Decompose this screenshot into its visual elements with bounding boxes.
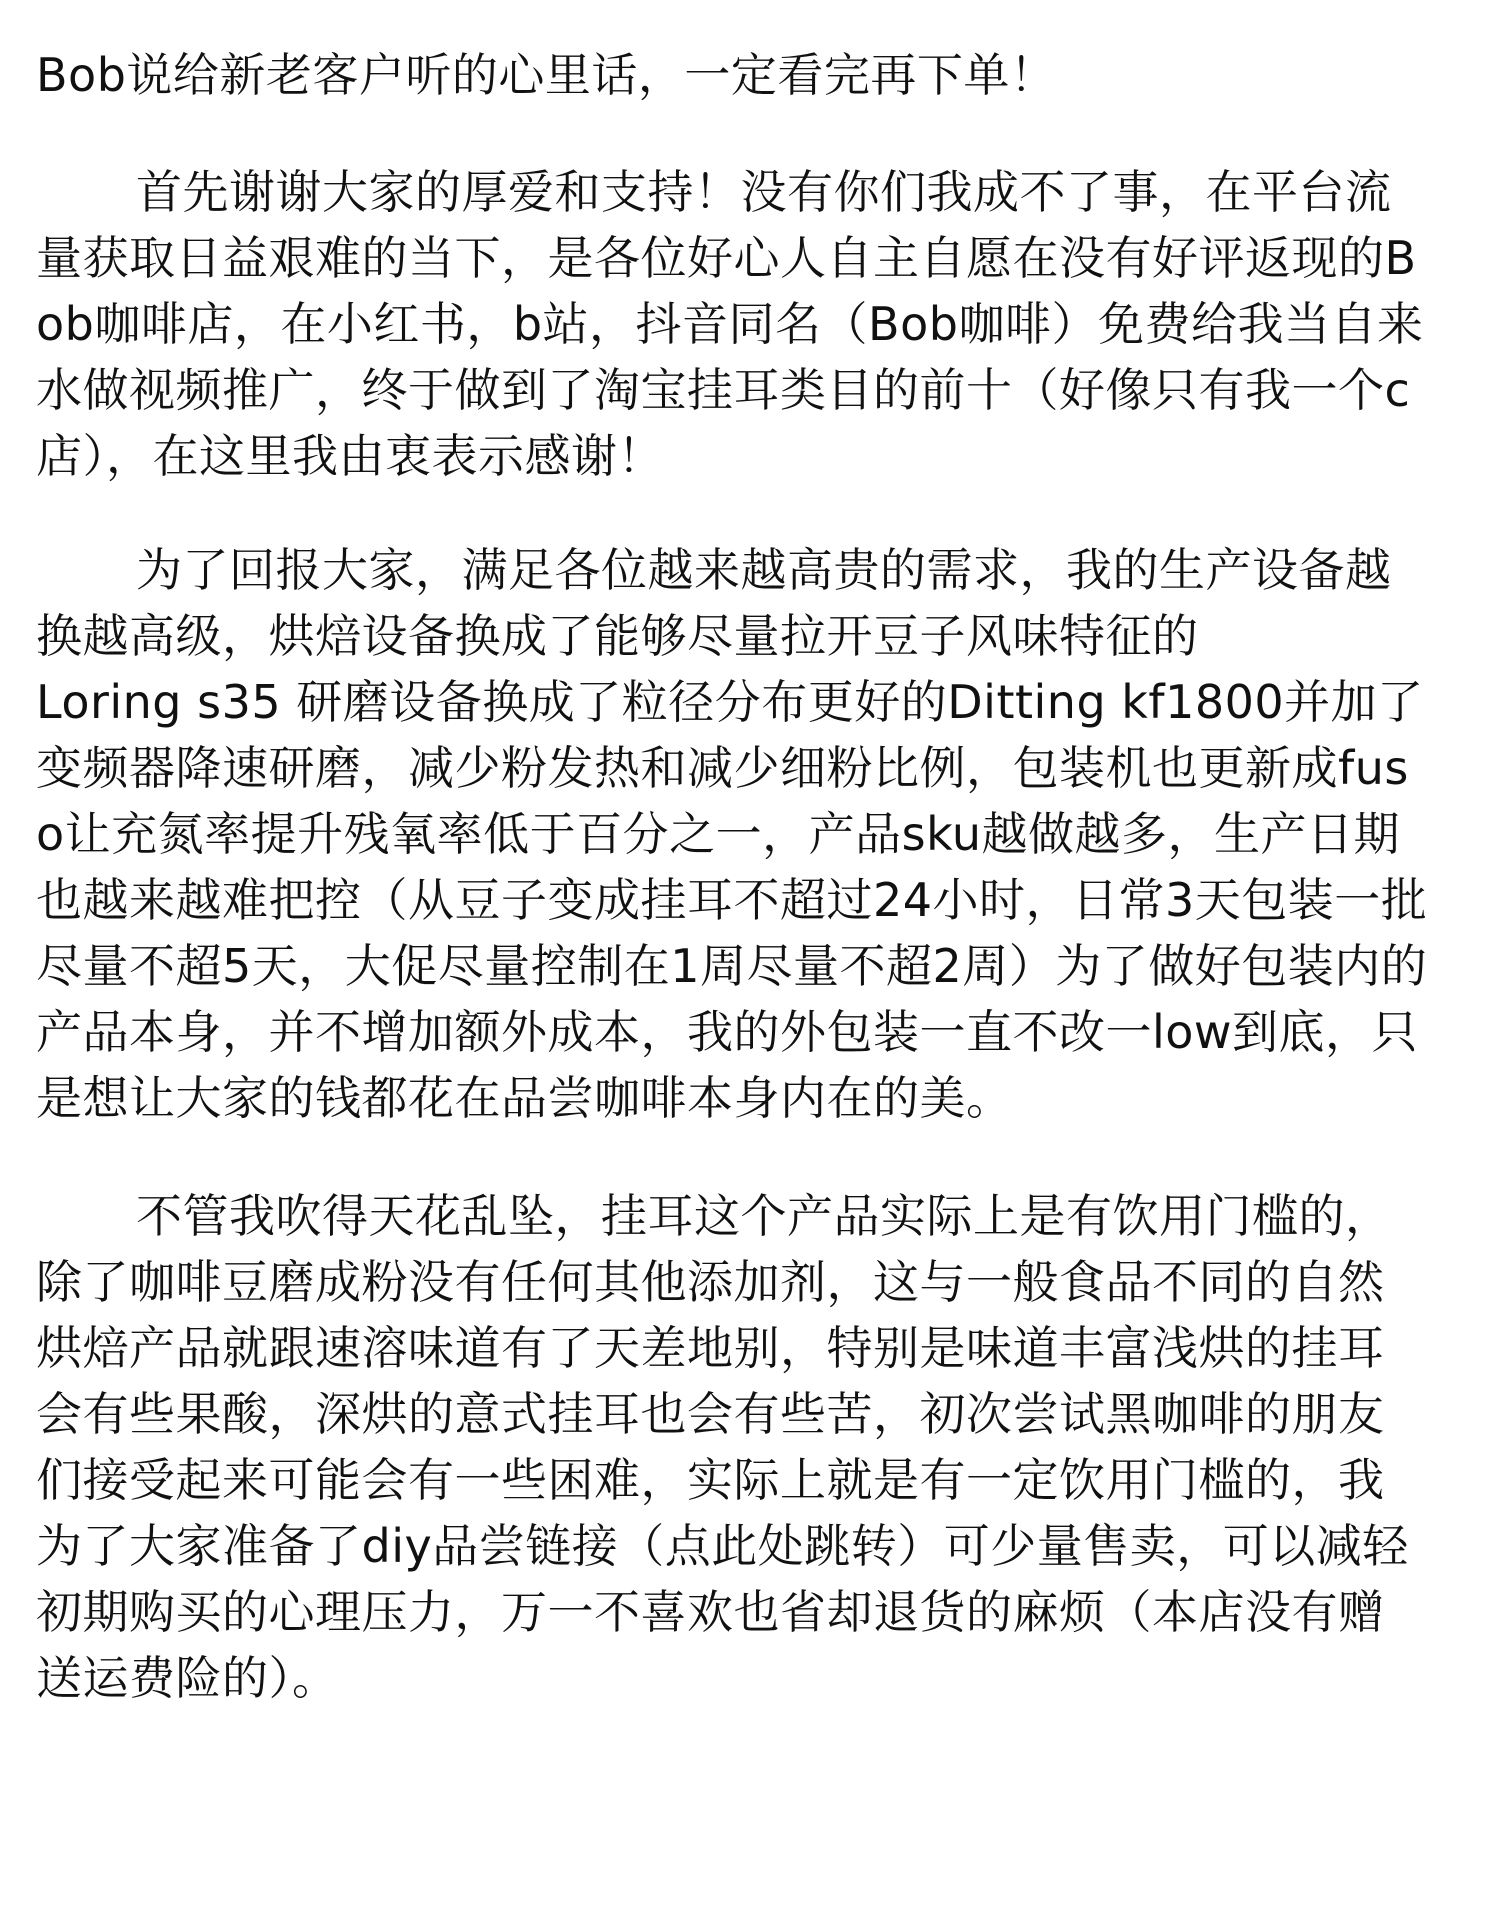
paragraph-3-line-6: 为了大家准备了diy品尝链接（点此处跳转）可少量售卖，可以减轻 xyxy=(36,1519,1409,1573)
paragraph-3-line-2: 除了咖啡豆磨成粉没有任何其他添加剂，这与一般食品不同的自然 xyxy=(36,1255,1385,1309)
paragraph-3-line-5: 们接受起来可能会有一些困难，实际上就是有一定饮用门槛的，我 xyxy=(36,1453,1385,1507)
paragraph-2-line-7: 尽量不超5天，大促尽量控制在1周尽量不超2周）为了做好包装内的 xyxy=(36,939,1428,993)
paragraph-2-line-9: 是想让大家的钱都花在品尝咖啡本身内在的美。 xyxy=(36,1071,1013,1125)
paragraph-1-line-3: ob咖啡店，在小红书，b站，抖音同名（Bob咖啡）免费给我当自来 xyxy=(36,297,1424,351)
paragraph-3-line-8: 送运费险的）。 xyxy=(36,1651,339,1705)
paragraph-2-line-8: 产品本身，并不增加额外成本，我的外包装一直不改一low到底，只 xyxy=(36,1005,1419,1059)
paragraph-1-line-1: 首先谢谢大家的厚爱和支持！没有你们我成不了事，在平台流 xyxy=(136,165,1392,219)
paragraph-2-line-1: 为了回报大家，满足各位越来越高贵的需求，我的生产设备越 xyxy=(136,543,1392,597)
paragraph-3-line-4: 会有些果酸，深烘的意式挂耳也会有些苦，初次尝试黑咖啡的朋友 xyxy=(36,1387,1385,1441)
document-title: Bob说给新老客户听的心里话，一定看完再下单！ xyxy=(36,48,1057,102)
paragraph-1-line-4: 水做视频推广，终于做到了淘宝挂耳类目的前十（好像只有我一个c xyxy=(36,363,1411,417)
paragraph-2-line-4: 变频器降速研磨，减少粉发热和减少细粉比例，包装机也更新成fus xyxy=(36,741,1409,795)
paragraph-3-line-1: 不管我吹得天花乱坠，挂耳这个产品实际上是有饮用门槛的， xyxy=(136,1189,1392,1243)
paragraph-1-line-5: 店），在这里我由衷表示感谢！ xyxy=(36,429,664,483)
paragraph-2-line-2: 换越高级，烘焙设备换成了能够尽量拉开豆子风味特征的 xyxy=(36,609,1199,663)
paragraph-2-line-3: Loring s35 研磨设备换成了粒径分布更好的Ditting kf1800并加了 xyxy=(36,675,1424,729)
paragraph-3-line-3: 烘焙产品就跟速溶味道有了天差地别，特别是味道丰富浅烘的挂耳 xyxy=(36,1321,1385,1375)
paragraph-3-line-7: 初期购买的心理压力，万一不喜欢也省却退货的麻烦（本店没有赠 xyxy=(36,1585,1385,1639)
paragraph-2-line-6: 也越来越难把控（从豆子变成挂耳不超过24小时，日常3天包装一批 xyxy=(36,873,1428,927)
paragraph-2-line-5: o让充氮率提升残氧率低于百分之一，产品sku越做越多，生产日期 xyxy=(36,807,1400,861)
paragraph-1-line-2: 量获取日益艰难的当下，是各位好心人自主自愿在没有好评返现的B xyxy=(36,231,1417,285)
